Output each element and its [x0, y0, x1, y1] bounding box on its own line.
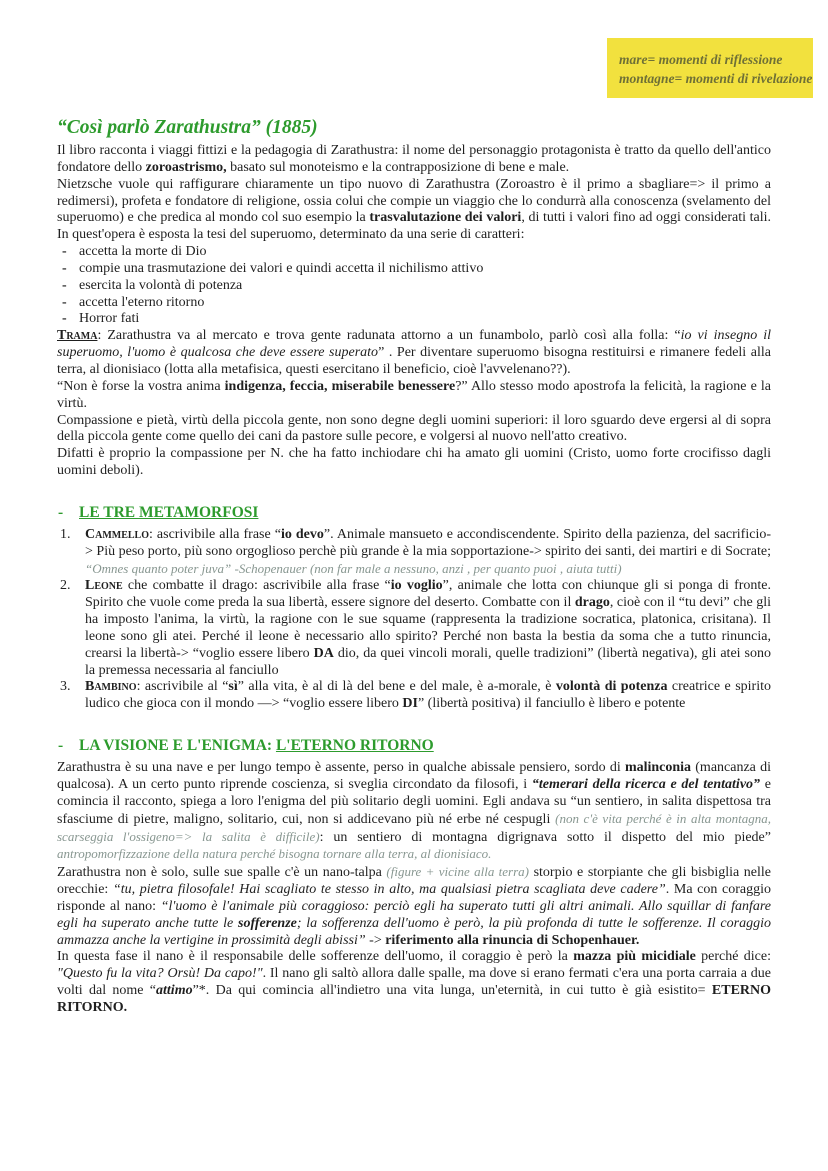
section-heading-eterno-ritorno — [57, 737, 771, 755]
numbered-item — [57, 527, 771, 579]
text-run: DA — [313, 645, 334, 661]
text-run: Leone — [85, 578, 123, 594]
text-run: (figure + vicine alla terra) — [386, 864, 529, 880]
dash-bullet: - — [62, 260, 67, 276]
text-run: io vi insegno il superuomo, l'uomo è qualcosa che deve essere superato — [57, 328, 771, 361]
difatti-paragraph — [57, 446, 771, 480]
text-run: LE TRE METAMORFOSI — [79, 503, 259, 521]
text-run: : un sentiero di montagna digrignava sotto il dispetto del mio piede” — [319, 829, 771, 845]
nano-paragraph — [57, 864, 771, 949]
text-run: : ascrivibile al “ — [136, 679, 229, 695]
text-run: drago — [574, 595, 610, 611]
text-run: LA VISIONE E L'ENIGMA: — [79, 737, 276, 755]
text-run: , cioè con il “tu devi” che gli ha imposto l'anima, la virtù, la ragione con le sue squame (rappresenta la tradizione socratica, platonica, crisitana). Il leone sono gli atei. Perché il leone è necessario allo spirito? Perché non basta la bestia da soma che a tutto rinuncia, crearsi la libertà-> “voglio essere libero — [85, 595, 771, 661]
text-run: : Zarathustra va al mercato e trova gente radunata attorno a un funambolo, parlò così alla folla: “ — [97, 328, 681, 344]
numbered-item — [57, 578, 771, 679]
item-number: 2. — [60, 578, 71, 594]
list-item-text: esercita la volontà di potenza — [79, 277, 243, 293]
text-run: volontà di potenza — [555, 679, 668, 695]
text-run: Trama — [57, 328, 98, 344]
text-run: malinconia — [624, 760, 692, 776]
text-run: sì — [228, 679, 238, 695]
text-run: antropomorfizzazione della natura perché bisogna tornare alla terra, al dionisiaco. — [57, 846, 492, 862]
heading-text — [79, 504, 771, 522]
text-run: Difatti è proprio la compassione per N. che ha fatto inchiodare chi ha amato gli uomini (Cristo, uomo forte crocifisso dagli uomini deboli). — [57, 446, 771, 479]
text-run: “temerari della ricerca e del tentativo” — [531, 777, 761, 792]
trama-paragraph — [57, 328, 771, 379]
text-run: ?” Allo stesso modo apostrofa la felicità, la ragione e la virtù. — [57, 378, 771, 411]
list-item — [57, 311, 771, 328]
sticky-note-line: montagne= momenti di rivelazione — [619, 71, 813, 86]
text-run: "Questo fu la vita? Orsù! Da capo!" — [57, 966, 263, 982]
text-run: “l'uomo è l'animale più coraggioso: perciò egli ha superato tutti gli altri animali. Allo squillar di fanfare egli ha superato anche tutte le — [57, 898, 771, 931]
text-run: io voglio — [390, 578, 443, 594]
text-run: zoroastrismo, — [145, 159, 227, 175]
dash-bullet: - — [62, 311, 67, 327]
text-run: , di tutti i valori fino ad oggi considerati tali. In quest'opera è esposta la tesi del superuomo, determinato da una serie di caratteri: — [57, 210, 772, 243]
text-run: Zarathustra è su una nave e per lungo tempo è assente, perso in qualche abissale pensiero, sordo di — [57, 760, 625, 776]
intro-paragraph-1 — [57, 143, 771, 177]
text-run: ” (libertà positiva) il fanciullo è libero e potente — [417, 696, 686, 712]
text-run: DI — [402, 696, 418, 712]
list-item — [57, 295, 771, 312]
text-run: Nietzsche vuole qui raffigurare chiaramente un tipo nuovo di Zarathustra (Zoroastro è il primo a sbagliare=> il primo a redimersi), profeta e fondatore di religione, ossia colui che compie un viaggio che lo condurrà alla conoscenza (svelamento del superuomo) e che predica al mondo col suo esempio la — [57, 176, 771, 226]
text-run: indigenza, feccia, miserabile benessere — [224, 378, 456, 394]
list-item — [57, 244, 771, 261]
text-run: attimo — [156, 983, 193, 999]
text-run: Bambino — [85, 679, 137, 695]
text-run: In questa fase il nano è il responsabile delle sofferenze dell'uomo, il coraggio è però la — [57, 949, 574, 965]
document-title: “Così parlò Zarathustra” (1885) — [57, 117, 318, 138]
text-run: trasvalutazione dei valori — [369, 210, 522, 226]
text-run: riferimento alla rinuncia di Schopenhauer. — [385, 932, 640, 948]
text-run: che combatte il drago: ascrivibile alla frase “ — [122, 578, 391, 594]
text-run: e comincia il racconto, spiega a loro l'enigma del più solitario degli uomini. Egli andava su “un sentiero, in salita dispettosa tra sfasciume di pietre, maligno, solitario, cui, non si addicevano più né erbe né cespugli — [57, 777, 771, 827]
list-item-text: Horror fati — [79, 311, 140, 327]
text-run: (mancanza di qualcosa). A un certo punto riprende coscienza, si sveglia circondato da filosofi, i — [57, 760, 771, 792]
text-run: ; la sofferenza dell'uomo è però, la più profonda di tutte le sofferenze. Il coraggio ammazza anche la vertigine in prossimità degli abissi” — [57, 915, 771, 948]
item-number: 1. — [60, 526, 71, 542]
sticky-note-line: mare= momenti di riflessione — [619, 52, 783, 67]
text-run: mazza più micidiale — [573, 949, 696, 965]
heading-text — [79, 737, 771, 755]
text-run: perché dice: — [695, 949, 771, 965]
superman-traits-list — [57, 244, 771, 328]
nave-paragraph — [57, 760, 771, 864]
text-run: ” . Per diventare superuomo bisogna restituirsi e rimanere fedeli alla terra, al dionisiaco (lotta alla metafisica, questi esercitano il beneficio, cioè l'avvelenano??). — [57, 345, 771, 377]
anima-paragraph — [57, 379, 771, 413]
numbered-item — [57, 679, 771, 713]
text-run: : ascrivibile alla frase “ — [149, 526, 281, 542]
text-run: Compassione e pietà, virtù della piccola gente, non sono degne degli uomini superiori: il loro sguardo deve ergersi al di sopra della piccola gente come quello dei cani da pastore sulle pecore, e volgersi al nuovo nell'atto creativo. — [57, 412, 771, 445]
text-run: creatrice e spirito ludico che gioca con il mondo —> “voglio essere libero — [85, 679, 771, 712]
text-run: (non c'è vita perché è in alta montagna, scarseggia l'ossigeno=> la salita è difficile) — [57, 810, 771, 844]
text-run: . Il nano gli saltò allora dalle spalle, ma dove si erano fermati c'era una porta carraia a due volti dal nome “ — [57, 966, 771, 999]
text-run: basato sul monoteismo e la contrapposizione di bene e male. — [226, 159, 570, 175]
text-run: ”. Animale mansueto e accondiscendente. Spirito della pazienza, del sacrificio-> Più peso porto, più sono orgoglioso perchè più grande è la mia sopportazione-> spirito dei santi, dei martiri e di Socrate; — [85, 526, 771, 559]
text-run: io devo — [280, 526, 324, 542]
text-run: Zarathustra non è solo, sulle sue spalle c'è un nano-talpa — [57, 865, 387, 881]
section-heading-metamorfosi — [57, 504, 771, 522]
sticky-note — [607, 38, 813, 98]
metamorfosi-list — [57, 527, 771, 713]
item-number: 3. — [60, 679, 71, 695]
text-run: sofferenze — [238, 915, 297, 931]
dash-bullet: - — [58, 503, 64, 521]
text-run: ” alla vita, è al di là del bene e del male, è a-morale, è — [237, 679, 556, 695]
compassione-paragraph — [57, 413, 771, 447]
dash-bullet: - — [62, 244, 67, 260]
text-run: storpio e storpiante che gli bisbiglia nelle orecchie: — [57, 865, 772, 898]
text-run: ”*. Da qui comincia all'indietro una vita lunga, un'eternità, in cui tutto è già esistito= — [192, 983, 712, 999]
text-run: Cammello — [85, 526, 149, 542]
dash-bullet: - — [58, 737, 64, 755]
text-run: “Non è forse la vostra anima — [57, 378, 225, 394]
text-run: “Omnes quanto poter juva” -Schopenauer (non far male a nessuno, anzi , per quanto puoi , aiuta tutti) — [85, 560, 622, 576]
list-item — [57, 278, 771, 295]
intro-paragraph-2 — [57, 177, 771, 244]
list-item-text: compie una trasmutazione dei valori e quindi accetta il nichilismo attivo — [79, 260, 484, 276]
eterno-ritorno-paragraph — [57, 949, 771, 1016]
text-run: . Ma con coraggio risponde al nano: — [57, 882, 771, 914]
text-run: -> — [365, 932, 386, 948]
list-item-text: accetta la morte di Dio — [79, 244, 207, 260]
list-item — [57, 261, 771, 278]
text-run: L'ETERNO RITORNO — [275, 737, 434, 755]
text-run: ETERNO RITORNO. — [57, 983, 772, 1015]
list-item-text: accetta l'eterno ritorno — [79, 294, 205, 310]
document-body — [57, 143, 771, 1017]
text-run: “tu, pietra filosofale! Hai scagliato te stesso in alto, ma qualsiasi pietra scagliata deve cadere” — [112, 882, 666, 898]
text-run: dio, da quei vincoli morali, quelle tradizioni” (libertà negativa), gli atei sono la premessa necessaria al fanciullo — [85, 645, 771, 678]
text-run: ”, animale che lotta con chiunque gli si ponga di fronte. Spirito che vuole come preda la sua libertà, essere signore del deserto. Combatte con il — [85, 578, 772, 611]
dash-bullet: - — [62, 294, 67, 310]
dash-bullet: - — [62, 277, 67, 293]
text-run: Il libro racconta i viaggi fittizi e la pedagogia di Zarathustra: il nome del personaggio protagonista è tratto da quello dell'antico fondatore dello — [57, 143, 771, 175]
